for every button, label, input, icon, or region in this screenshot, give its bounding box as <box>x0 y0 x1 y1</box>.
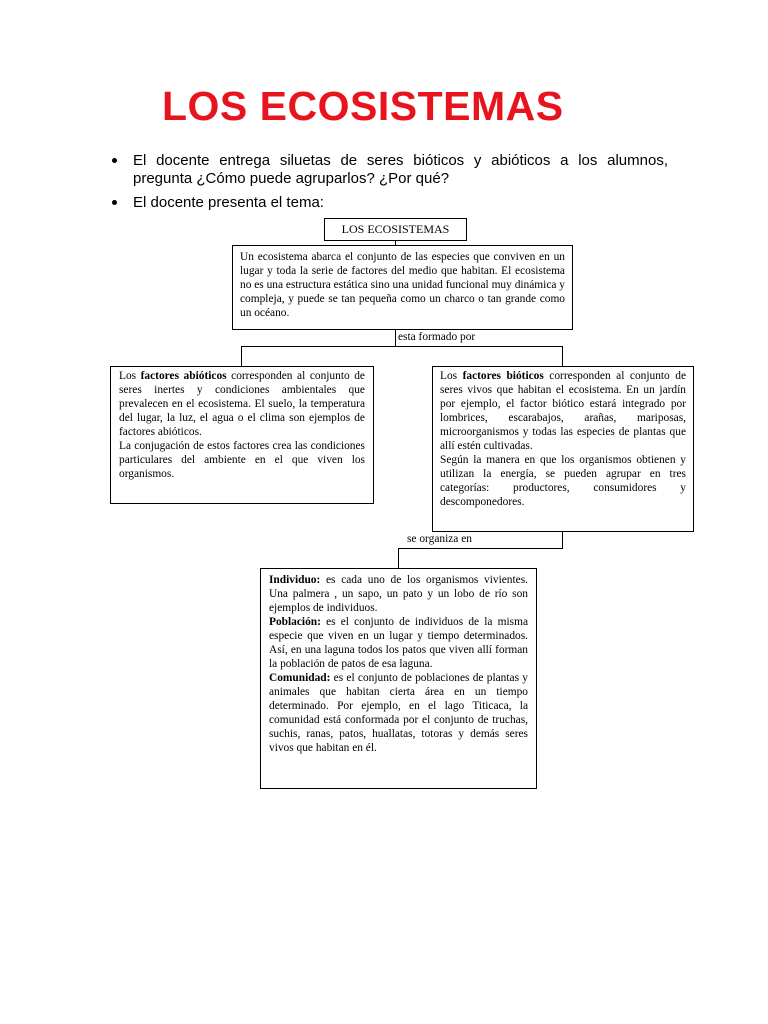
bullet-list <box>108 152 668 218</box>
level-term: Comunidad: <box>269 672 331 684</box>
connector-branch-horizontal <box>241 346 563 347</box>
map-root-box: LOS ECOSISTEMAS <box>324 218 467 241</box>
page-title: LOS ECOSISTEMAS <box>162 83 564 129</box>
level-term: Población: <box>269 616 321 628</box>
abiotic-factors-box <box>110 366 374 504</box>
abiotic-text: corresponden al conjunto de seres inertes y condiciones ambientales que prevalecen en el ecosistema. El suelo, la temperatura del lugar, la luz, el agua o el clima son ejemplos de factores abióticos. <box>119 370 365 438</box>
connector-right-drop <box>562 346 563 366</box>
level-text: es cada uno de los organismos vivientes. Una palmera , un sapo, un pato y un lobo de río son ejemplos de individuos. <box>269 574 528 614</box>
bullet-item <box>108 152 668 188</box>
biotic-text: corresponden al conjunto de seres vivos que habitan el ecosistema. En un jardín por ejemplo, el factor biótico estará integrado por lombrices, escarabajos, arañas, mariposas, microorganismos y todas las especies de plantas que allí estén cultivadas. <box>440 370 686 452</box>
connector-left-drop <box>241 346 242 366</box>
biotic-paragraph-2: Según la manera en que los organismos obtienen y utilizan la energía, se pueden agrupar en tres categorías: productores, consumidores y descomponedores. <box>440 454 686 508</box>
level-poblacion <box>269 615 528 671</box>
bullet-text: El docente entrega siluetas de seres bióticos y abióticos a los alumnos, pregunta ¿Cómo puede agruparlos? ¿Por qué? <box>133 152 668 187</box>
bullet-dot-icon <box>112 200 117 205</box>
abiotic-term: factores abióticos <box>140 370 227 382</box>
bullet-dot-icon <box>112 158 117 163</box>
bullet-item <box>108 194 668 212</box>
organization-levels-box <box>260 568 537 789</box>
definition-text: Un ecosistema abarca el conjunto de las especies que conviven en un lugar y toda la serie de factores del medio que habitan. El ecosistema no es una estructura estática sino una unidad funcional muy dinámica y compleja, y puede se tan pequeña como un charco o tan grande como un océano. <box>240 251 565 319</box>
level-comunidad <box>269 671 528 755</box>
abiotic-paragraph-2: La conjugación de estos factores crea las condiciones particulares del ambiente en el que viven los organismos. <box>119 440 365 480</box>
level-term: Individuo: <box>269 574 321 586</box>
bullet-text: El docente presenta el tema: <box>133 194 324 211</box>
link-label-organiza: se organiza en <box>407 533 472 545</box>
level-individuo <box>269 573 528 615</box>
definition-box <box>232 245 573 330</box>
level-text: es el conjunto de poblaciones de plantas y animales que habitan cierta área en un tiempo determinado. Por ejemplo, en el lago Titicaca, la comunidad está conformada por el conjunto de truchas, suchis, ranas, patos, huallatas, totoras y demás seres vivos que habitan en él. <box>269 672 528 754</box>
biotic-factors-box <box>432 366 694 532</box>
biotic-pre: Los <box>440 370 463 382</box>
connector-def-down <box>395 330 396 347</box>
abiotic-pre: Los <box>119 370 141 382</box>
level-text: es el conjunto de individuos de la misma especie que viven en un lugar y tiempo determinados. Así, en una laguna todos los patos que viven allí forman la población de patos de esa laguna. <box>269 616 528 670</box>
biotic-term: factores bióticos <box>462 370 544 382</box>
link-label-formado: esta formado por <box>398 331 476 343</box>
connector-org-horizontal <box>398 548 563 549</box>
connector-org-drop <box>398 548 399 568</box>
connector-bio-down <box>562 532 563 549</box>
